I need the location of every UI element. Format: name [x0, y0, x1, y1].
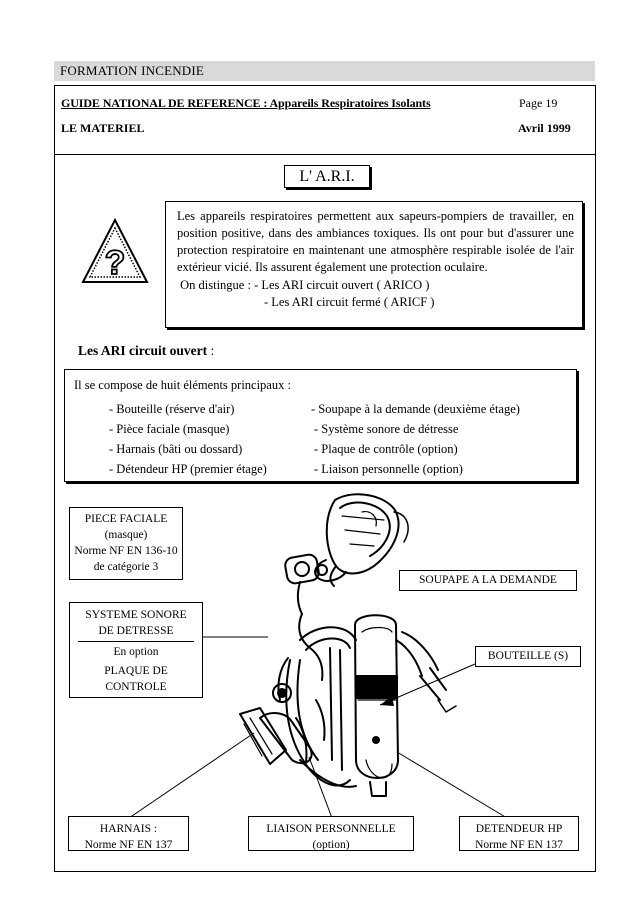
label-systeme-line2: DE DETRESSE: [98, 625, 174, 637]
element-right-3: - Plaque de contrôle (option): [314, 442, 458, 456]
label-harnais: [68, 816, 189, 851]
label-harnais-line2: Norme NF EN 137: [84, 839, 173, 851]
element-left-1: - Bouteille (réserve d'air): [109, 402, 235, 416]
label-plaque-line1: PLAQUE DE: [104, 665, 168, 677]
page-number: Page 19: [519, 96, 558, 110]
label-liaison-line2: (option): [312, 839, 350, 851]
element-right-4: - Liaison personnelle (option): [314, 462, 463, 476]
label-systeme-sonore: [69, 602, 203, 698]
label-detendeur: [459, 816, 579, 851]
label-piece-faciale-line2: (masque): [104, 529, 148, 541]
label-piece-faciale: [69, 507, 183, 580]
label-liaison: [248, 816, 414, 851]
label-systeme-line1: SYSTEME SONORE: [85, 609, 187, 621]
intro-box: [165, 201, 583, 328]
intro-paragraph: Les appareils respiratoires permettent aux sapeurs-pompiers de travailler, en position positive, dans des ambiances toxiques. Ils ont pour but d'assurer une protection respiratoire en maintenant une atmosphère respirable isolée de l'air extérieur vicié. Ils assurent également une protection oculaire.: [177, 209, 574, 274]
element-left-3: - Harnais (bâti ou dossard): [109, 442, 243, 456]
label-piece-faciale-line4: de catégorie 3: [93, 561, 159, 573]
distinguish-line-2: - Les ARI circuit fermé ( ARICF ): [264, 295, 435, 309]
label-harnais-line1: HARNAIS :: [99, 823, 158, 835]
label-liaison-line1: LIAISON PERSONNELLE: [266, 823, 396, 835]
question-mark: ?: [104, 244, 126, 282]
header-divider: [54, 154, 596, 155]
open-circuit-heading-colon: :: [207, 343, 215, 358]
label-detendeur-line1: DETENDEUR HP: [475, 823, 563, 835]
label-divider: [78, 641, 194, 642]
label-plaque-line2: CONTROLE: [105, 681, 167, 693]
section-subtitle: LE MATERIEL: [61, 121, 145, 135]
top-bar: FORMATION INCENDIE: [54, 61, 595, 81]
label-en-option: En option: [113, 646, 159, 658]
element-left-2: - Pièce faciale (masque): [109, 422, 230, 436]
element-right-2: - Système sonore de détresse: [314, 422, 459, 436]
label-bouteille: BOUTEILLE (S): [475, 646, 581, 667]
distinguish-line-1: On distingue : - Les ARI circuit ouvert ( ARICO ): [177, 278, 430, 292]
label-detendeur-line2: Norme NF EN 137: [475, 839, 563, 851]
open-circuit-heading-text: Les ARI circuit ouvert: [78, 343, 208, 358]
element-left-4: - Détendeur HP (premier étage): [109, 462, 267, 476]
elements-intro: Il se compose de huit éléments principaux :: [74, 378, 291, 392]
guide-title: GUIDE NATIONAL DE REFERENCE : Appareils Respiratoires Isolants: [61, 96, 431, 110]
elements-box: [64, 369, 577, 482]
open-circuit-heading: [78, 343, 214, 359]
page-title: L' A.R.I.: [284, 165, 370, 188]
element-right-1: - Soupape à la demande (deuxième étage): [311, 402, 520, 416]
label-piece-faciale-line1: PIECE FACIALE: [84, 513, 168, 525]
document-date: Avril 1999: [518, 121, 571, 135]
warning-triangle-icon: [80, 216, 150, 286]
label-piece-faciale-line3: Norme NF EN 136-10: [74, 545, 178, 557]
label-soupape: SOUPAPE A LA DEMANDE: [399, 570, 577, 591]
